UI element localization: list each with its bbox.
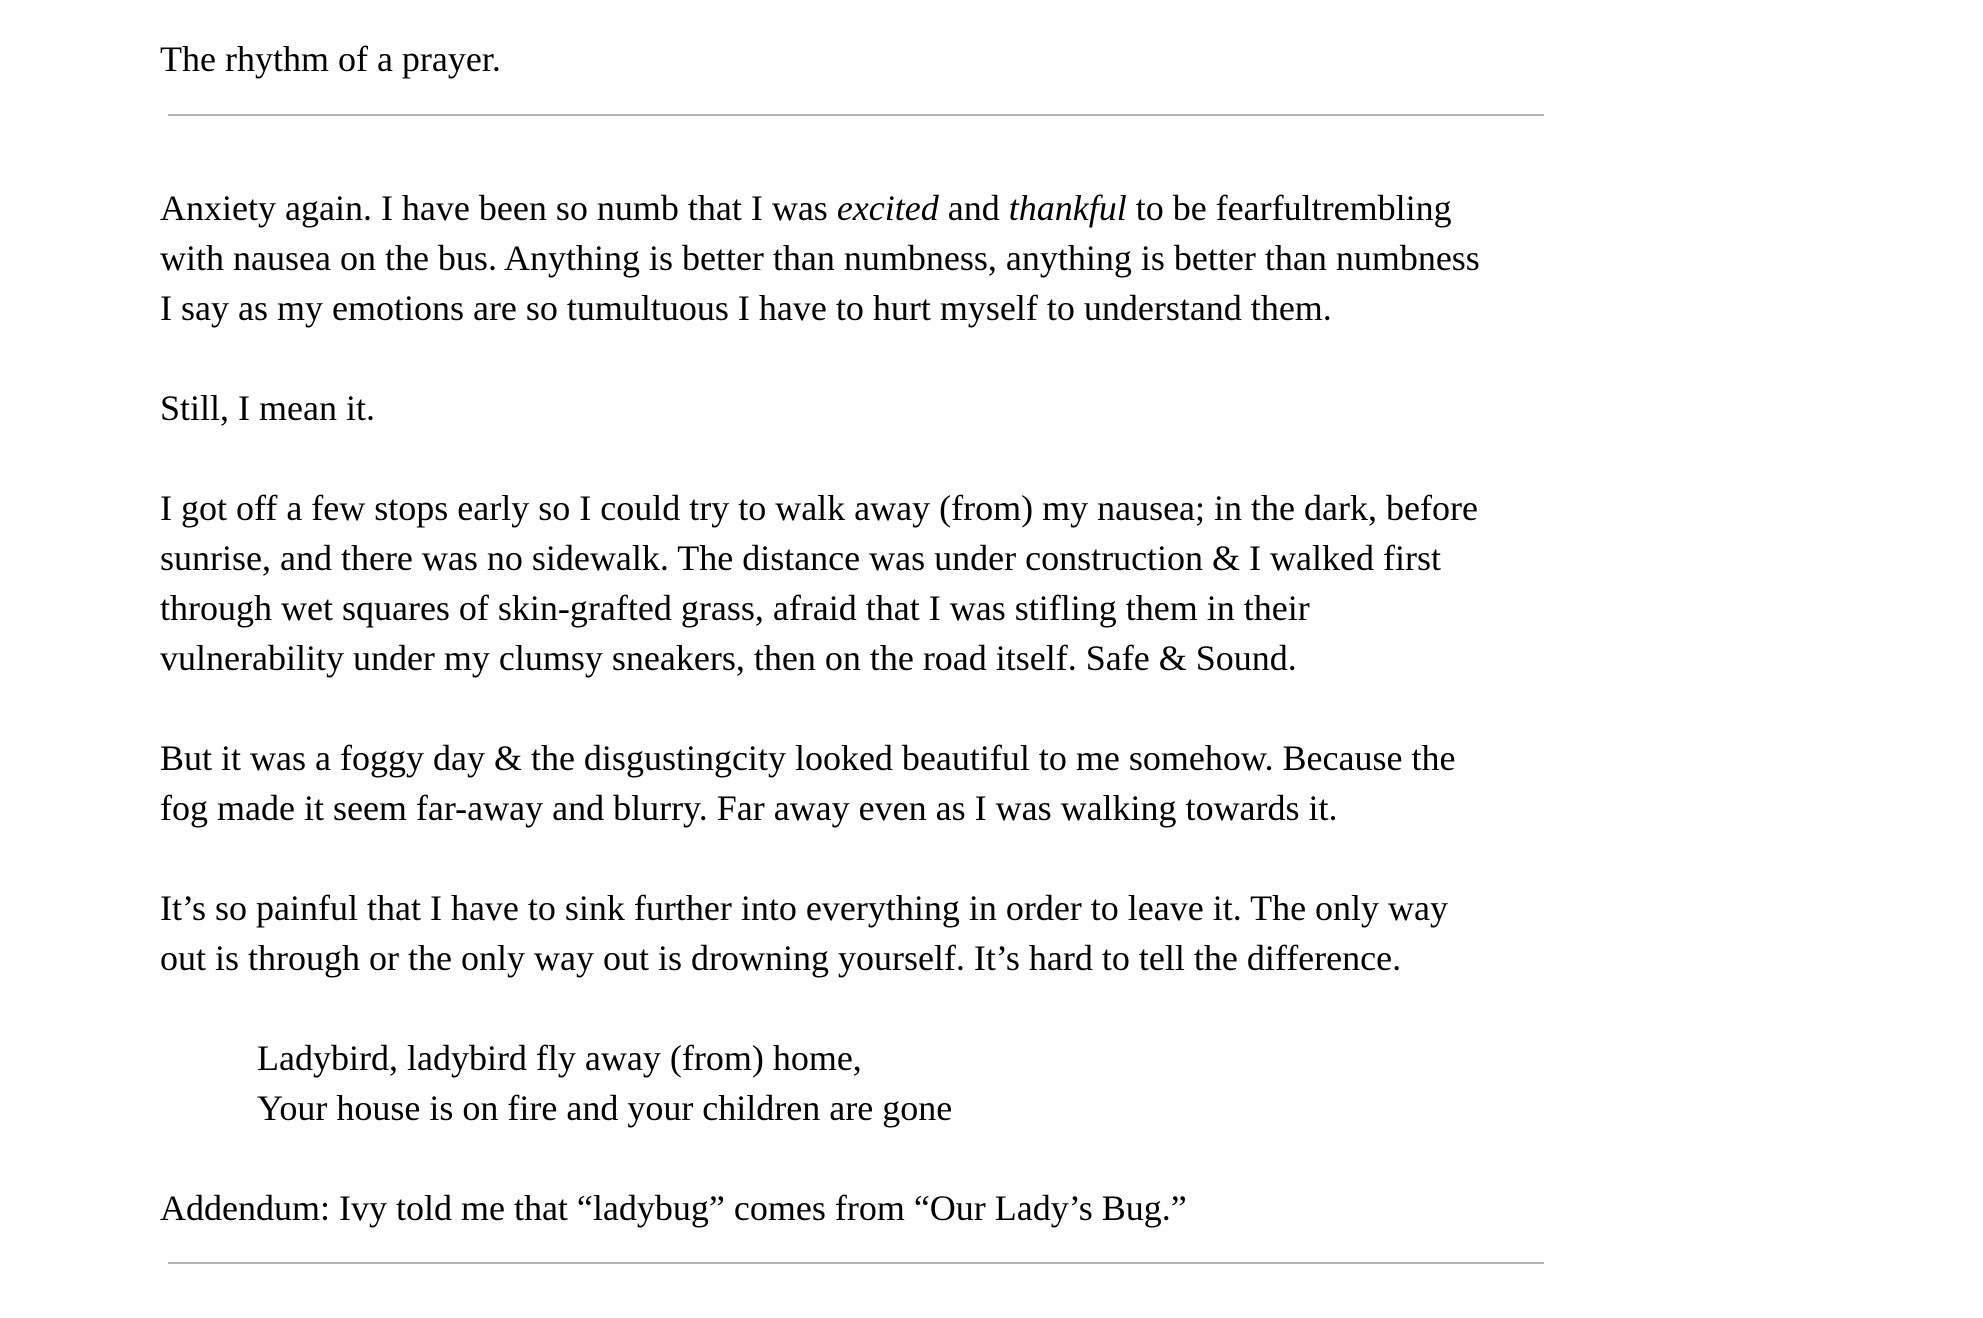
paragraph-line: I say as my emotions are so tumultuous I have to hurt myself to understand them. [160, 288, 1332, 328]
paragraph-line: Still, I mean it. [160, 388, 375, 428]
emphasis-excited: excited [836, 188, 939, 228]
addendum-line: Addendum: Ivy told me that “ladybug” comes from “Our Lady’s Bug.” [160, 1188, 1187, 1228]
paragraph-anxiety [160, 183, 1480, 333]
paragraph-line: out is through or the only way out is drowning yourself. It’s hard to tell the difference. [160, 938, 1402, 978]
paragraph-line: It’s so painful that I have to sink further into everything in order to leave it. The only way [160, 888, 1449, 928]
paragraph-line: But it was a foggy day & the disgustingcity looked beautiful to me somehow. Because the [160, 738, 1456, 778]
ladybird-verse [160, 1033, 1480, 1133]
paragraph-walk [160, 483, 1480, 683]
text-run: to be fearfultrembling [1126, 188, 1452, 228]
paragraph-line: through wet squares of skin-grafted grass, afraid that I was stifling them in their [160, 588, 1310, 628]
text-run: Anxiety again. I have been so numb that I was [160, 188, 837, 228]
verse-line: Ladybird, ladybird fly away (from) home, [257, 1038, 862, 1078]
paragraph-line [160, 183, 1480, 233]
paragraph-line: I got off a few stops early so I could try to walk away (from) my nausea; in the dark, before [160, 488, 1478, 528]
paragraph-line: with nausea on the bus. Anything is better than numbness, anything is better than numbness [160, 238, 1480, 278]
text-run: and [938, 188, 1009, 228]
paragraph-line: vulnerability under my clumsy sneakers, then on the road itself. Safe & Sound. [160, 638, 1297, 678]
paragraph-line: sunrise, and there was no sidewalk. The distance was under construction & I walked first [160, 538, 1441, 578]
paragraph-painful [160, 883, 1480, 983]
verse-line: Your house is on fire and your children are gone [257, 1088, 953, 1128]
paragraph-still [160, 383, 1480, 433]
intro-line: The rhythm of a prayer. [160, 39, 501, 79]
emphasis-thankful: thankful [1008, 188, 1127, 228]
top-divider [168, 114, 1544, 116]
paragraph-fog [160, 733, 1480, 833]
bottom-divider [168, 1262, 1544, 1264]
post-body [160, 183, 1480, 1233]
paragraph-line: fog made it seem far-away and blurry. Far away even as I was walking towards it. [160, 788, 1338, 828]
